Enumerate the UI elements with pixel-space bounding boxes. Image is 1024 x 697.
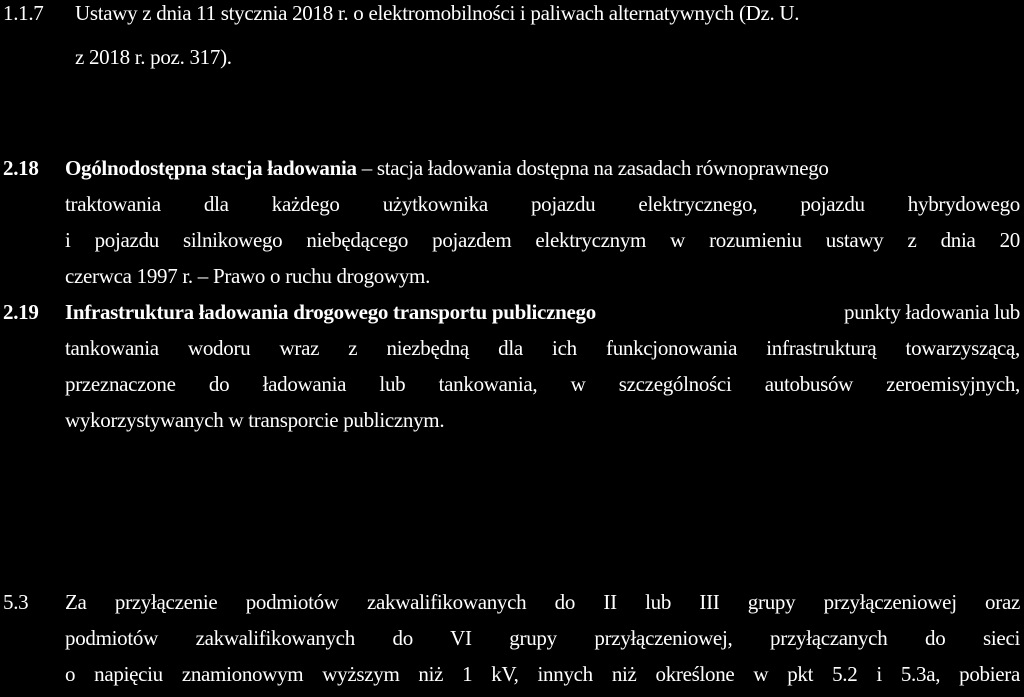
paragraph-line: Ogólnodostępna stacja ładowania – stacja ładowania dostępna na zasadach równoprawnego <box>65 156 829 180</box>
defined-term: Ogólnodostępna stacja ładowania <box>65 156 357 180</box>
section-number: 5.3 <box>3 590 29 614</box>
paragraph-line: podmiotów zakwalifikowanych do VI grupy przyłączeniowej, przyłączanych do sieci <box>65 626 1020 650</box>
paragraph-line: czerwca 1997 r. – Prawo o ruchu drogowym. <box>65 264 431 288</box>
paragraph-line: Ustawy z dnia 11 stycznia 2018 r. o elektromobilności i paliwach alternatywnych (Dz. U. <box>75 1 800 25</box>
paragraph-line: Infrastruktura ładowania drogowego transportu publicznego punkty ładowania lub <box>65 300 1020 324</box>
defined-term: Infrastruktura ładowania drogowego transportu publicznego <box>65 300 596 324</box>
paragraph-line: z 2018 r. poz. 317). <box>75 45 232 69</box>
paragraph-line: Za przyłączenie podmiotów zakwalifikowanych do II lub III grupy przyłączeniowej oraz <box>65 590 1020 614</box>
paragraph-line: tankowania wodoru wraz z niezbędną dla ich funkcjonowania infrastrukturą towarzyszącą, <box>65 336 1020 360</box>
paragraph-line: o napięciu znamionowym wyższym niż 1 kV, innych niż określone w pkt 5.2 i 5.3a, pobiera <box>65 662 1020 686</box>
paragraph-line: i pojazdu silnikowego niebędącego pojazdem elektrycznym w rozumieniu ustawy z dnia 20 <box>65 228 1020 252</box>
paragraph-line: przeznaczone do ładowania lub tankowania, w szczególności autobusów zeroemisyjnych, <box>65 372 1020 396</box>
section-number: 1.1.7 <box>3 1 44 25</box>
section-number: 2.18 <box>3 156 39 180</box>
paragraph-line: wykorzystywanych w transporcie publicznym. <box>65 408 445 432</box>
section-number: 2.19 <box>3 300 39 324</box>
paragraph-line: traktowania dla każdego użytkownika pojazdu elektrycznego, pojazdu hybrydowego <box>65 192 1020 216</box>
